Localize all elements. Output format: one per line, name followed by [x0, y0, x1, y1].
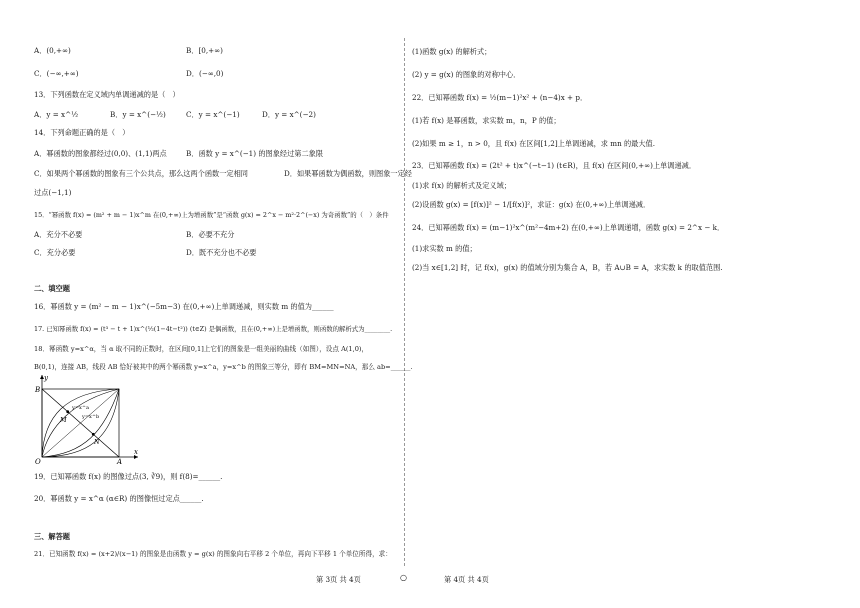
power-function-figure — [34, 372, 144, 464]
section-2-title: 二、填空题 — [34, 284, 70, 293]
fig-label-m: M — [60, 416, 67, 424]
option-c-top: C．(−∞,+∞) — [34, 69, 79, 78]
question-21: 21．已知函数 f(x) = (x+2)/(x−1) 的图象是由函数 y = g(x) 的图象向右平移 2 个单位，再向下平移 1 个单位所得，求： — [34, 550, 392, 558]
q23-part-2: (2)设函数 g(x) = [f(x)]² − 1/[f(x)]²，求证：g(x) 在(0,+∞)上单调递减． — [412, 200, 651, 209]
option-d-top: D．(−∞,0) — [186, 69, 224, 78]
question-13: 13．下列函数在定义域内单调递减的是（ ） — [34, 90, 180, 99]
q14-option-c: C．如果两个幂函数的图象有三个公共点，那么这两个函数一定相同 — [34, 169, 248, 178]
fig-label-x: x — [134, 448, 138, 456]
option-b-top: B．[0,+∞) — [186, 46, 223, 55]
fig-label-y: y — [44, 374, 48, 382]
q13-option-c: C．y = x^(−1) — [186, 110, 240, 119]
q13-option-a: A．y = x^½ — [34, 110, 79, 119]
q15-option-b: B．必要不充分 — [186, 230, 235, 239]
question-17: 17. 已知幂函数 f(x) = (t³ − t + 1)x^(½(1−4t−t²)) (t∈Z) 是偶函数，且在(0,+∞)上是增函数，则函数的解析式为________. — [34, 325, 393, 333]
q15-option-c: C．充分必要 — [34, 248, 76, 257]
q22-part-2: (2)如果 m ≥ 1，n > 0，且 f(x) 在区间[1,2]上单调递减，求 mn 的最大值. — [412, 139, 656, 148]
q14-option-d: D．如果幂函数为偶函数，则图象一定经 — [284, 169, 412, 178]
section-3-title: 三、解答题 — [34, 532, 70, 541]
question-24: 24．已知幂函数 f(x) = (m−1)²x^(m²−4m+2) 在(0,+∞)上单调递增，函数 g(x) = 2^x − k． — [412, 223, 725, 232]
q24-part-1: (1)求实数 m 的值； — [412, 244, 477, 253]
q15-option-d: D．既不充分也不必要 — [186, 248, 257, 257]
column-divider — [404, 38, 405, 566]
fig-label-xa: y=x^a — [72, 405, 90, 411]
q21-part-2: (2) y = g(x) 的图象的对称中心． — [412, 70, 521, 79]
question-18-line-2: B(0,1)，连接 AB，线段 AB 恰好被其中的两个幂函数 y=x^a，y=x^b 的图象三等分，即有 BM=MN=NA，那么 ab=______. — [34, 363, 413, 371]
fig-label-n: N — [94, 438, 100, 446]
q14-option-b: B．函数 y = x^(−1) 的图象经过第二象限 — [186, 149, 324, 158]
q15-option-a: A．充分不必要 — [34, 230, 83, 239]
q13-option-d: D．y = x^(−2) — [262, 110, 316, 119]
q14-option-d-cont: 过点(−1,1) — [34, 188, 72, 197]
question-16: 16．幂函数 y = (m² − m − 1)x^(−5m−3) 在(0,+∞)上单调递减，则实数 m 的值为______ — [34, 302, 334, 311]
fig-label-xb: y=x^b — [82, 414, 100, 420]
question-15: 15．“幂函数 f(x) = (m² + m − 1)x^m 在(0,+∞)上为增函数”是“函数 g(x) = 2^x − m²·2^(−x) 为奇函数”的（ ）条件 — [34, 211, 389, 219]
question-22: 22．已知幂函数 f(x) = ½(m−1)²x² + (n−4)x + p． — [412, 93, 588, 102]
fig-label-b: B — [35, 386, 41, 394]
q23-part-1: (1)求 f(x) 的解析式及定义域； — [412, 181, 511, 190]
q21-part-1: (1)函数 g(x) 的解析式； — [412, 47, 492, 56]
option-a-top: A．(0,+∞) — [34, 46, 71, 55]
q24-part-2: (2)当 x∈[1,2] 时，记 f(x)，g(x) 的值域分别为集合 A，B，若 A∪B = A，求实数 k 的取值范围. — [412, 263, 723, 272]
question-18-line-1: 18．幂函数 y=x^α，当 α 取不同的正数时，在区间[0,1]上它们的图象是一组美丽的曲线（如图），设点 A(1,0)， — [34, 345, 369, 353]
question-23: 23．已知幂函数 f(x) = (2t² + t)x^(−t−1) (t∈R)，且 f(x) 在区间(0,+∞)上单调递减． — [412, 161, 697, 170]
page-number-left: 第 3页 共 4页 — [316, 575, 361, 584]
page-number-right: 第 4页 共 4页 — [444, 575, 489, 584]
question-19: 19．已知幂函数 f(x) 的图像过点(3, ∛9)，则 f(8)=______. — [34, 472, 223, 481]
question-20: 20．幂函数 y = x^α (α∈R) 的图像恒过定点______. — [34, 494, 204, 503]
q22-part-1: (1)若 f(x) 是幂函数，求实数 m，n，P 的值； — [412, 116, 561, 125]
binding-circle-icon: ○ — [400, 573, 407, 582]
fig-label-a: A — [117, 458, 123, 464]
q14-option-a: A．幂函数的图象都经过(0,0)、(1,1)两点 — [34, 149, 167, 158]
question-14: 14．下列命题正确的是（ ） — [34, 128, 130, 137]
q13-option-b: B．y = x^(−½) — [110, 110, 166, 119]
fig-label-o: O — [35, 458, 41, 464]
